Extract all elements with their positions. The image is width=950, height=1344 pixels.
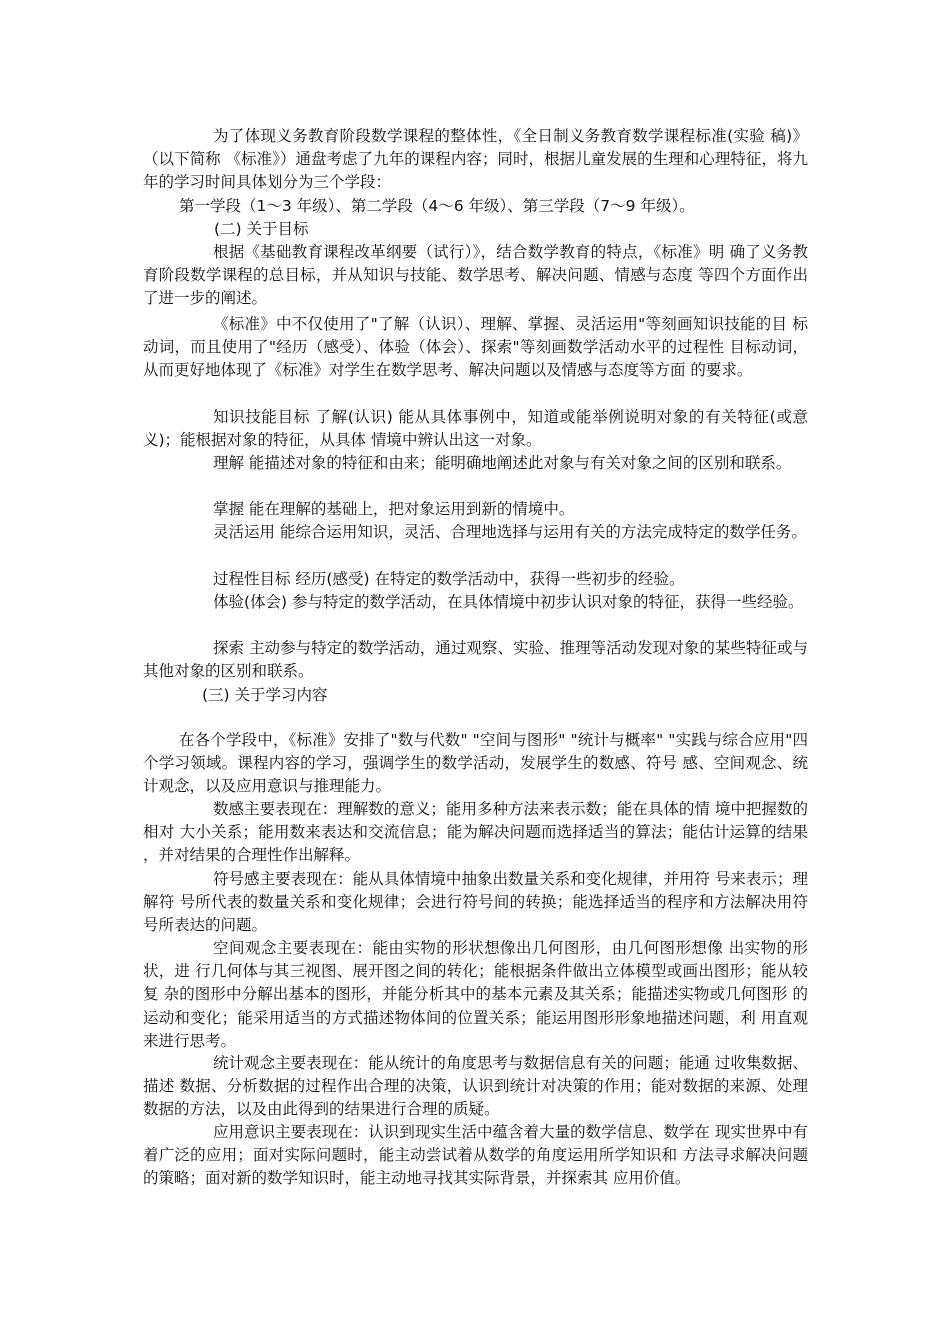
goals-paragraph: 根据《基础教育课程改革纲要（试行）》，结合数学教育的特点，《标准》明 确了义务教育阶段数学课程的总目标，并从知识与技能、数学思考、解决问题、情感与态度 等四个方面作出了进一步的阐述。 bbox=[143, 243, 808, 308]
spatial-concept-paragraph: 空间观念主要表现在：能由实物的形状想像出几何图形，由几何图形想像 出实物的形状，进 行几何体与其三视图、展开图之间的转化；能根据条件做出立体模型或画出图形；能从较复 杂的图形中分解出基本的图形，并能分析其中的基本元素及其关系；能描述实物或几何图形 的运动和变化；能采用适当的方式描述物体间的位置关系；能运用图形形象地描述问题，利 用直观来进行思考。 bbox=[143, 939, 808, 1050]
experience-paragraph: 体验(体会) 参与特定的数学活动，在具体情境中初步认识对象的特征，获得一些经验。 bbox=[213, 593, 804, 611]
statistics-concept-paragraph: 统计观念主要表现在：能从统计的角度思考与数据信息有关的问题；能通 过收集数据、描述 数据、分析数据的过程作出合理的决策，认识到统计对决策的作用；能对数据的来源、处理 数据的方法，以及由此得到的结果进行合理的质疑。 bbox=[143, 1054, 808, 1119]
symbol-sense-paragraph: 符号感主要表现在：能从具体情境中抽象出数量关系和变化规律，并用符 号来表示；理解符 号所代表的数量关系和变化规律；会进行符号间的转换；能选择适当的程序和方法解决用符 号所表达的问题。 bbox=[143, 870, 808, 935]
explore-paragraph: 探索 主动参与特定的数学活动，通过观察、实验、推理等活动发现对象的某些特征或与其他对象的区别和联系。 bbox=[143, 639, 808, 681]
intro-paragraph: 为了体现义务教育阶段数学课程的整体性，《全日制义务教育数学课程标准(实验 稿)》（以下简称 《标准》）通盘考虑了九年的课程内容；同时，根据儿童发展的生理和心理特征，将九年的学习时间具体划分为三个学段： bbox=[143, 127, 808, 192]
application-awareness-paragraph: 应用意识主要表现在：认识到现实生活中蕴含着大量的数学信息、数学在 现实世界中有着广泛的应用；面对实际问题时，能主动尝试着从数学的角度运用所学知识和 方法寻求解决问题的策略；面对新的数学知识时，能主动地寻找其实际背景，并探索其 应用价值。 bbox=[143, 1123, 808, 1188]
verbs-paragraph: 《标准》中不仅使用了"了解（认识）、理解、掌握、灵活运用"等刻画知识技能的目 标动词，而且使用了"经历（感受）、体验（体会）、探索"等刻画数学活动水平的过程性 目标动词，从而更好地体现了《标准》对学生在数学思考、解决问题以及情感与态度等方面 的要求。 bbox=[143, 315, 808, 380]
stages-paragraph: 第一学段（1～3 年级）、第二学段（4～6 年级）、第三学段（7～9 年级）。 bbox=[179, 197, 695, 215]
section-heading-content: (三) 关于学习内容 bbox=[202, 686, 328, 704]
flexible-use-paragraph: 灵活运用 能综合运用知识，灵活、合理地选择与运用有关的方法完成特定的数学任务。 bbox=[213, 523, 807, 541]
number-sense-paragraph: 数感主要表现在：理解数的意义；能用多种方法来表示数；能在具体的情 境中把握数的相对 大小关系；能用数来表达和交流信息；能为解决问题而选择适当的算法；能估计运算的结果 ，并对结果的合理性作出解释。 bbox=[143, 800, 808, 865]
master-paragraph: 掌握 能在理解的基础上，把对象运用到新的情境中。 bbox=[213, 500, 575, 518]
knowledge-skills-paragraph: 知识技能目标 了解(认识) 能从具体事例中，知道或能举例说明对象的有关特征(或意义)；能根据对象的特征，从具体 情境中辨认出这一对象。 bbox=[143, 408, 808, 450]
section-heading-goals: (二) 关于目标 bbox=[214, 220, 309, 238]
process-goal-paragraph: 过程性目标 经历(感受) 在特定的数学活动中，获得一些初步的经验。 bbox=[213, 570, 685, 588]
content-paragraph: 在各个学段中，《标准》安排了"数与代数" "空间与图形" "统计与概率" "实践与综合应用"四个学习领域。课程内容的学习，强调学生的数学活动，发展学生的数感、符号 感、空间观念、统计观念，以及应用意识与推理能力。 bbox=[143, 731, 808, 796]
understand-paragraph: 理解 能描述对象的特征和由来；能明确地阐述此对象与有关对象之间的区别和联系。 bbox=[213, 454, 792, 472]
